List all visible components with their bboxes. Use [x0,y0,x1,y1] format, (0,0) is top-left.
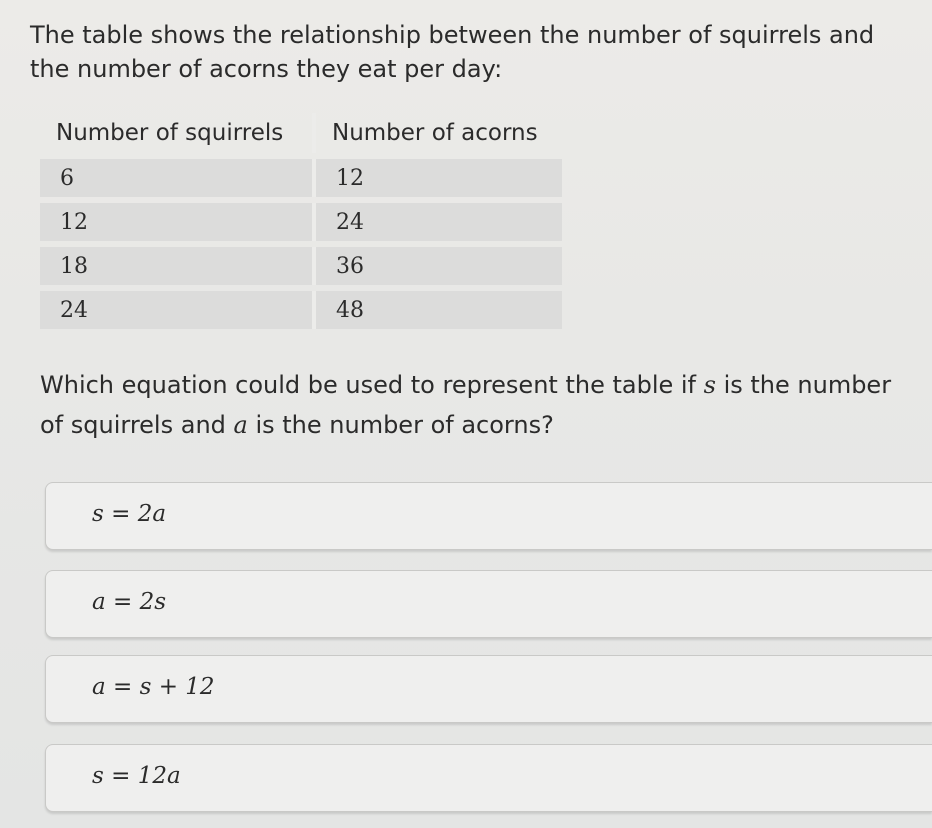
table-header-row [40,113,562,153]
table-cell-acorns: 12 [312,159,562,197]
question-part-3: is the number of acorns? [247,411,554,439]
answer-option-equation: s = 12a [92,763,181,789]
answer-option-1[interactable] [45,482,932,550]
question-part-1: Which equation could be used to represent the table if [40,371,704,399]
answer-option-2[interactable] [45,570,932,638]
table-row [40,203,562,241]
column-header-squirrels: Number of squirrels [56,120,284,146]
answer-option-equation: a = 2s [92,589,167,615]
data-table [40,107,562,335]
table-row [40,291,562,329]
table-cell-squirrels: 24 [40,291,312,329]
table-cell-acorns: 36 [312,247,562,285]
answer-option-equation: s = 2a [92,501,167,527]
table-row [40,247,562,285]
answer-option-3[interactable] [45,655,932,723]
question-text [40,365,900,445]
variable-s: s [703,371,716,399]
table-cell-acorns: 24 [312,203,562,241]
problem-intro: The table shows the relationship between the number of squirrels and the number of acorns they eat per day: [30,21,875,83]
table-cell-acorns: 48 [312,291,562,329]
table-row [40,159,562,197]
question-part-2: is the number of squirrels and [40,371,892,439]
answer-option-equation: a = s + 12 [92,674,215,700]
answer-option-4[interactable] [45,744,932,812]
table-cell-squirrels: 6 [40,159,312,197]
table-cell-squirrels: 12 [40,203,312,241]
column-header-acorns: Number of acorns [312,113,562,153]
table-cell-squirrels: 18 [40,247,312,285]
variable-a: a [233,411,248,439]
